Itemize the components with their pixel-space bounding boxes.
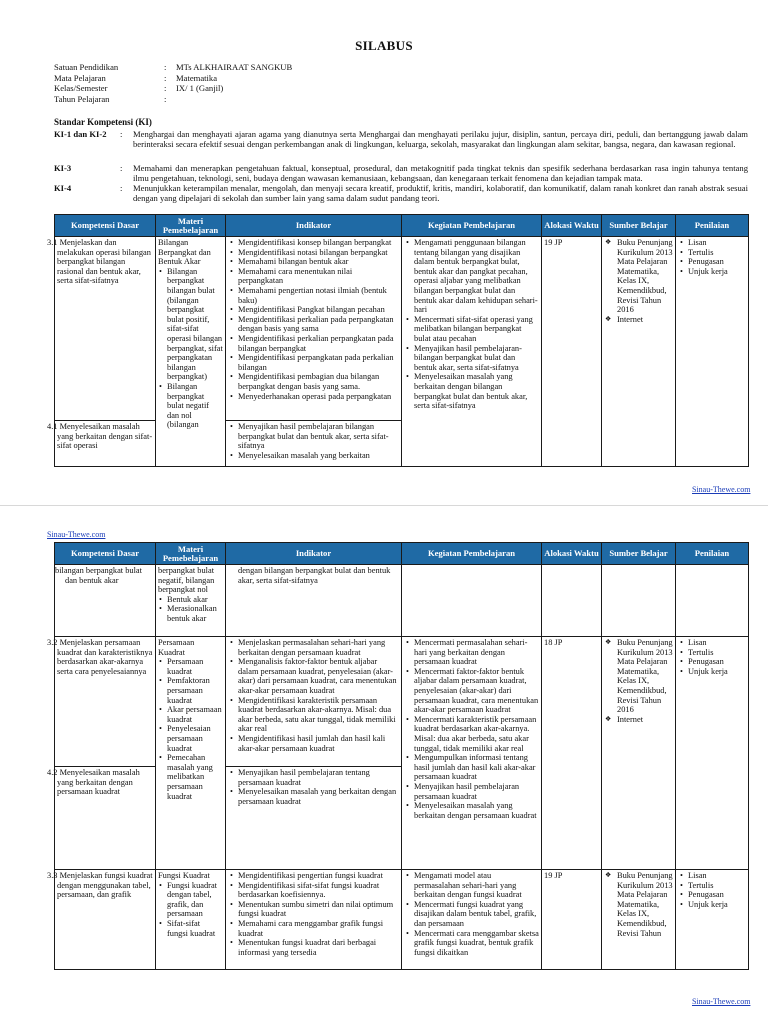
materi-heading: Bilangan Berpangkat dan Bentuk Akar [158,238,211,267]
list-item: • Memahami cara menentukan nilai perpangkatan [238,267,399,286]
col-alokasi: Alokasi Waktu [542,215,602,237]
alokasi-cell: 19 JP [542,870,602,970]
list-item: • Penugasan [688,257,746,267]
list-item: • Menyajikan hasil pembelajaran tentang persamaan kuadrat [238,768,399,787]
list-item: • Menyelesaikan masalah yang berkaitan [238,451,399,461]
penilaian-cell [676,870,749,970]
list-item: • Unjuk kerja [688,667,746,677]
kd-cell: 3.1 Menjelaskan dan melakukan operasi bilangan berpangkat bilangan rasional dan bentuk akar, serta sifat-sifatnya [55,237,156,421]
kegiatan-list [404,638,539,820]
page-break [0,505,768,529]
meta-key: Satuan Pendidikan [54,62,119,72]
col-kegiatan: Kegiatan Pembelajaran [402,215,542,237]
list-item: • Mencermati fungsi kuadrat yang disajikan dalam bentuk tabel, grafik, dan persamaan [414,900,539,929]
list-item: • Menyederhanakan operasi pada perpangkatan [238,392,399,402]
penilaian-cell [676,237,749,467]
ki-label: KI-1 dan KI-2 [54,129,107,139]
list-item: • Mengidentifikasi karakteristik persamaan kuadrat berdasarkan akar-akarnya. Misal: dua akar berbeda, satu akar tunggal, tidak memiliki akar real [238,696,399,734]
ki-label: KI-4 [54,183,72,193]
ki-colon: : [120,183,123,193]
list-item: • Menentukan sumbu simetri dan nilai optimum fungsi kuadrat [238,900,399,919]
list-item: • Mengumpulkan informasi tentang hasil jumlah dan hasil kali akar-akar persamaan kuadrat [414,753,539,782]
penilaian-list [678,871,746,909]
meta-row [54,83,292,94]
meta-colon: : [164,93,167,104]
materi-heading: Persamaan Kuadrat [158,638,195,657]
list-item: • Menentukan fungsi kuadrat dari berbagai informasi yang tersedia [238,938,399,957]
meta-value: MTs ALKHAIRAAT SANGKUB [176,62,293,72]
materi-cell [156,565,226,637]
kegiatan-cell [402,637,542,870]
indikator-cell [226,237,402,421]
site-link[interactable]: Sinau-Thewe.com [692,997,751,1006]
meta-row [54,62,292,73]
col-materi: Materi Pemebelajaran [156,215,226,237]
list-item: ❖ Internet [617,715,673,725]
alokasi-cell [542,565,602,637]
list-item: • Menyajikan hasil pembelajaran bilangan berpangkat bulat dan bentuk akar, serta sifat-sifatnya [238,422,399,451]
penilaian-list [678,638,746,676]
kegiatan-cell [402,870,542,970]
list-item: • Unjuk kerja [688,267,746,277]
list-item: • Memahami pengertian notasi ilmiah (bentuk baku) [238,286,399,305]
ki-text: Menghargai dan menghayati ajaran agama yang dianutnya serta Menghargai dan menghayati perilaku jujur, disiplin, santun, percaya diri, peduli, dan bertanggung jawab dalam berinteraksi secara efektif sesuai dengan perkembangan anak di lingkungan, keluarga, sekolah, masyarakat dan lingkungan alam sekitar, bangsa, negara, dan kawasan regional. [133,129,748,149]
sumber-cell [602,237,676,467]
indikator-list [228,422,399,460]
alokasi-cell: 19 JP [542,237,602,467]
list-item: • Mencermati cara menggambar sketsa grafik fungsi kuadrat, bentuk grafik fungsi dikaitkan [414,929,539,958]
indikator-list [228,871,399,957]
list-item: • Merasionalkan bentuk akar [167,604,223,623]
meta-value: Matematika [176,72,218,83]
list-item: • Mengidentifikasi hasil jumlah dan hasil kali akar-akar persamaan kuadrat [238,734,399,753]
kegiatan-list [404,871,539,957]
list-item: • Mengidentifikasi sifat-sifat fungsi kuadrat berdasarkan koefisiennya. [238,881,399,900]
list-item: • Mengamati penggunaan bilangan tentang bilangan yang disajikan dalam bentuk berpangkat bulat, bentuk akar dan pangkat pecahan, operasi aljabar yang melibatkan bilangan berpangkat bulat dan bentuk akar dalam kehidupan sehari-hari [414,238,539,315]
list-item: • Mengidentifikasi notasi bilangan berpangkat [238,248,399,258]
indikator-list [228,238,399,401]
list-item: • Lisan [688,871,746,881]
kd-cell: 3.2 Menjelaskan persamaan kuadrat dan karakteristiknya berdasarkan akar-akarnya serta cara penyelesaiannya [55,637,156,767]
list-item: • Penugasan [688,657,746,667]
ki-text: Memahami dan menerapkan pengetahuan faktual, konseptual, prosedural, dan metakognitif pada tingkat teknis dan spesifik sederhana berdasarkan rasa ingin tahunya tentang ilmu pengetahuan, teknologi, seni, budaya dengan wawasan kemanusiaan, kebangsaan, dan kenegaraan terkait fenomena dan kejadian tampak mata. [133,163,748,183]
meta-colon: : [164,62,167,72]
page-1 [0,0,768,505]
col-alokasi: Alokasi Waktu [542,543,602,565]
meta-row [54,73,292,84]
list-item: • Mengidentifikasi pembagian dua bilangan berpangkat dengan basis yang sama. [238,372,399,391]
kd-cell: 4.2 Menyelesaikan masalah yang berkaitan dengan persamaan kuadrat [55,767,156,870]
indikator-text: dengan bilangan berpangkat bulat dan bentuk akar, serta sifat-sifatnya [238,566,391,585]
list-item: • Unjuk kerja [688,900,746,910]
materi-list [158,595,223,624]
identity-block [54,62,292,104]
kegiatan-cell [402,565,542,637]
list-item: • Mencermati permasalahan sehari-hari yang berkaitan dengan persamaan kuadrat [414,638,539,667]
kegiatan-cell [402,237,542,467]
indikator-cell [226,565,402,637]
col-sumber: Sumber Belajar [602,215,676,237]
meta-key: Mata Pelajaran [54,72,106,83]
meta-value: IX/ 1 (Ganjil) [176,83,224,93]
list-item: • Mengidentifikasi pengertian fungsi kuadrat [238,871,399,881]
col-materi: Materi Pemebelajaran [156,543,226,565]
list-item: ❖ Internet [617,315,673,325]
indikator-list [228,638,399,753]
kd-cell: bilangan berpangkat bulat dan bentuk akar [55,565,156,637]
list-item: • Menyelesaikan masalah yang berkaitan dengan persamaan kuadrat [238,787,399,806]
list-item: • Mencermati karakteristik persamaan kuadrat berdasarkan akar-akarnya. Misal: dua akar berbeda, satu akar tunggal, tidak memiliki akar real [414,715,539,753]
indikator-cell [226,637,402,767]
list-item: • Mengidentifikasi perpangkatan pada perkalian bilangan [238,353,399,372]
table-row [55,237,749,421]
syllabus-table-p1 [47,214,749,467]
document-title: SILABUS [355,38,413,53]
list-item: • Menyajikan hasil pembelajaran-bilangan berpangkat bulat dan bentuk akar, serta sifat-sifatnya [414,344,539,373]
materi-list [158,657,223,801]
materi-cell [156,870,226,970]
list-item: • Mengamati model atau permasalahan sehari-hari yang berkaitan dengan fungsi kuadrat [414,871,539,900]
list-item: • Mencermati sifat-sifat operasi yang melibatkan bilangan berpangkat bulat atau pecahan [414,315,539,344]
materi-list [158,881,223,939]
list-item: • Akar persamaan kuadrat [167,705,223,724]
list-item: • Mengidentifikasi Pangkat bilangan pecahan [238,305,399,315]
ki-row [54,129,748,149]
col-indikator: Indikator [226,543,402,565]
col-penilaian: Penilaian [676,543,749,565]
table-header-row [55,215,749,237]
sumber-cell [602,870,676,970]
materi-cell [156,237,226,467]
ki-row [54,183,748,203]
table-row [55,870,749,970]
meta-key: Tahun Pelajaran [54,93,110,104]
syllabus-table-p2 [47,542,749,970]
col-kegiatan: Kegiatan Pembelajaran [402,543,542,565]
list-item: • Menganalisis faktor-faktor bentuk aljabar dalam persamaan kuadrat, penyelesaian (akar-akar) dari persamaan kuadrat, cara menentukan akar-akar persamaan kuadrat [238,657,399,695]
list-item: • Menyelesaikan masalah yang berkaitan dengan persamaan kuadrat [414,801,539,820]
meta-colon: : [164,72,167,83]
indikator-cell [226,421,402,467]
ki-colon: : [120,129,123,139]
list-item: • Tertulis [688,881,746,891]
alokasi-cell: 18 JP [542,637,602,870]
sumber-cell [602,565,676,637]
list-item: • Menjelaskan permasalahan sehari-hari yang berkaitan dengan persamaan kuadrat [238,638,399,657]
penilaian-list [678,238,746,276]
list-item: • Menyajikan hasil pembelajaran persamaan kuadrat [414,782,539,801]
table-row [55,565,749,637]
list-item: • Mencermati faktor-faktor bentuk aljabar dalam persamaan kuadrat, penyelesaian (akar-akar) dari persamaan kuadrat, cara menentukan akar-akar persamaan kuadrat [414,667,539,715]
indikator-cell [226,870,402,970]
list-item: ❖ Buku Penunjang Kurikulum 2013 Mata Pelajaran Matematika, Kelas IX, Kemendikbud, Revisi Tahun 2016 [617,238,673,315]
site-link[interactable]: Sinau-Thewe.com [692,485,751,494]
sumber-list [604,638,673,724]
list-item: • Pemecahan masalah yang melibatkan persamaan kuadrat [167,753,223,801]
col-indikator: Indikator [226,215,402,237]
list-item: • Persamaan kuadrat [167,657,223,676]
ki-colon: : [120,163,123,173]
list-item: • Bilangan berpangkat bulat negatif dan nol (bilangan [167,382,223,430]
meta-key: Kelas/Semester [54,83,108,93]
list-item: • Menyelesaikan masalah yang berkaitan dengan bilangan berpangkat bulat dan bentuk akar, serta sifat-sifatnya [414,372,539,410]
list-item: • Sifat-sifat fungsi kuadrat [167,919,223,938]
list-item: • Fungsi kuadrat dengan tabel, grafik, dan persamaan [167,881,223,919]
page-2 [0,528,768,1024]
list-item: • Lisan [688,238,746,248]
sk-heading: Standar Kompetensi (KI) [54,117,152,127]
table-row [55,637,749,767]
kd-cell: 4.1 Menyelesaikan masalah yang berkaitan dengan sifat-sifat operasi [55,421,156,467]
sumber-list [604,238,673,324]
kd-cell: 3.3 Menjelaskan fungsi kuadrat dengan menggunakan tabel, persamaan, dan grafik [55,870,156,970]
materi-heading: Fungsi Kuadrat [158,871,210,880]
list-item: • Bilangan berpangkat bilangan bulat (bilangan berpangkat bulat positif, sifat-sifat operasi bilangan berpangkat, sifat perpangkatan bilangan berpangkat) [167,267,223,382]
list-item: • Bentuk akar [167,595,223,605]
indikator-cell [226,767,402,870]
list-item: ❖ Buku Penunjang Kurikulum 2013 Mata Pelajaran Matematika, Kelas IX, Kemendikbud, Revisi Tahun [617,871,673,938]
list-item: • Penugasan [688,890,746,900]
ki-row [54,163,748,183]
indikator-list [228,768,399,806]
meta-row [54,94,292,105]
list-item: ❖ Buku Penunjang Kurikulum 2013 Mata Pelajaran Matematika, Kelas IX, Kemendikbud, Revisi Tahun 2016 [617,638,673,715]
list-item: • Memahami cara menggambar grafik fungsi kuadrat [238,919,399,938]
meta-colon: : [164,83,167,93]
list-item: • Mengidentifikasi perkalian pada perpangkatan dengan basis yang sama [238,315,399,334]
list-item: • Tertulis [688,248,746,258]
ki-label: KI-3 [54,163,72,173]
materi-list [158,267,223,430]
penilaian-cell [676,637,749,870]
col-kd: Kompetensi Dasar [55,215,156,237]
list-item: • Tertulis [688,648,746,658]
col-kd: Kompetensi Dasar [55,543,156,565]
penilaian-cell [676,565,749,637]
list-item: • Pemfaktoran persamaan kuadrat [167,676,223,705]
ki-text: Menunjukkan keterampilan menalar, mengolah, dan menyaji secara kreatif, produktif, kritis, mandiri, kolaboratif, dan komunikatif, dalam ranah konkret dan ranah abstrak sesuai dengan yang dipelajari di sekolah dan sumber lain yang sama dalam sudut pandang teori. [133,183,748,203]
col-penilaian: Penilaian [676,215,749,237]
list-item: • Mengidentifikasi perkalian perpangkatan pada bilangan berpangkat [238,334,399,353]
kegiatan-list [404,238,539,411]
materi-cell [156,637,226,870]
list-item: • Mengidentifikasi konsep bilangan berpangkat [238,238,399,248]
materi-text: berpangkat bulat negatif, bilangan berpangkat nol [158,566,215,595]
sumber-list [604,871,673,938]
sumber-cell [602,637,676,870]
site-link[interactable]: Sinau-Thewe.com [47,530,106,539]
list-item: • Penyelesaian persamaan kuadrat [167,724,223,753]
list-item: • Lisan [688,638,746,648]
col-sumber: Sumber Belajar [602,543,676,565]
list-item: • Memahami bilangan bentuk akar [238,257,399,267]
table-header-row [55,543,749,565]
